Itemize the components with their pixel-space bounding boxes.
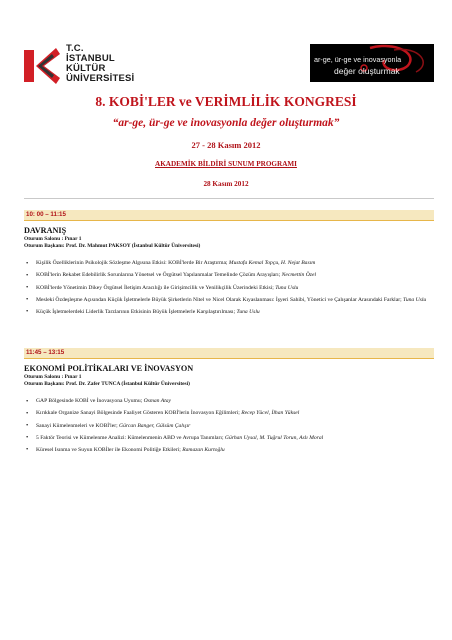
paper-title: KOBİ'lerin Rekabet Edebilirlik Sorunlarına Yönetsel ve Örgütsel Yapılanmalar Temelinde Çözüm Arayışları;: [36, 272, 281, 279]
session-block: [24, 226, 434, 321]
paper-title: Küresel Isınma ve Suyun KOBİler ile Ekonomi Politiğe Etkileri;: [36, 446, 181, 453]
logo-line: KÜLTÜR: [66, 63, 106, 74]
congress-title: 8. KOBİ'LER ve VERİMLİLİK KONGRESİ: [95, 94, 357, 109]
paper-item: [24, 423, 434, 430]
paper-title: Sanayi Kümelenmeleri ve KOBİ'ler;: [36, 422, 118, 429]
paper-item: [24, 297, 434, 304]
paper-item: [24, 410, 434, 417]
paper-authors: Tuna Uslu: [236, 308, 260, 315]
divider: [24, 198, 434, 199]
iku-logo-icon: [22, 46, 62, 86]
session-room: Oturum Salonu : Pınar 1: [24, 374, 82, 380]
paper-item: [24, 398, 434, 405]
paper-item: [24, 309, 434, 316]
congress-dates: 27 - 28 Kasım 2012: [191, 140, 261, 150]
paper-item: [24, 447, 434, 454]
paper-authors: Tuna Uslu: [275, 284, 299, 291]
congress-banner: [310, 44, 434, 82]
session-title: DAVRANIŞ: [24, 226, 67, 235]
paper-item: [24, 285, 434, 292]
session-block: [24, 364, 434, 459]
paper-authors: Osman Atay: [143, 398, 172, 405]
paper-authors: Tuna Uslu: [403, 296, 427, 303]
paper-title: 5 Faktör Teorisi ve Kümelenme Analizi: Kümelenmenin ABD ve Avrupa Tanımları;: [36, 434, 224, 441]
paper-title: Kırıkkale Organize Sanayi Bölgesinde Faaliyet Gösteren KOBİ'lerin İnovasyon Eğilimleri;: [36, 410, 240, 417]
university-logo: [22, 44, 142, 88]
paper-authors: Mustafa Kemal Topçu, H. Nejat Basım: [228, 260, 316, 267]
paper-authors: Gürhan Uysal, M. Tuğrul Torun, Aslı Moral: [224, 434, 324, 441]
congress-subtitle: “ar-ge, ür-ge ve inovasyonla değer oluşturmak”: [112, 117, 340, 129]
session-chair: Oturum Başkanı: Prof. Dr. Mahmut PAKSOY (İstanbul Kültür Üniversitesi): [24, 242, 201, 249]
logo-line: İSTANBUL: [66, 53, 115, 64]
paper-authors: Recep Yücel, İlhan Yüksel: [241, 410, 300, 417]
paper-authors: Ramazan Kurtoğlu: [182, 446, 225, 453]
session-chair: Oturum Başkanı: Prof. Dr. Zafer TUNCA (İstanbul Kültür Üniversitesi): [24, 380, 190, 387]
banner-text-2: değer oluşturmak: [334, 66, 400, 76]
session-title: EKONOMİ POLİTİKALARI VE İNOVASYON: [24, 364, 194, 373]
paper-list: [24, 398, 434, 454]
paper-title: Mesleki Özdeşleşme Açısından Küçük İşletmelerle Büyük Şirketlerin Nitel ve Nicel Olarak Kıyaslanması: İşyeri Sahibi, Yönetici ve Çalışanlar Arasındaki Farklar;: [36, 296, 402, 303]
paper-title: Küçük İşletmelerdeki Liderlik Tarzlarının Etkisinin Büyük İşletmelerle Karşılaştırılması;: [36, 308, 236, 315]
banner-text-1: ar-ge, ür-ge ve inovasyonla: [314, 55, 402, 64]
session-time: 11:45 – 13:15: [26, 349, 65, 356]
paper-title: GAP Bölgesinde KOBİ ve İnovasyona Uyumu;: [36, 398, 143, 405]
paper-title: KOBİ'lerde Yönetimin Dikey Örgütsel İletişim Aracılığı ile Girişimcilik ve Yenilikçilik Üzerindeki Etkisi;: [36, 284, 274, 291]
paper-item: [24, 260, 434, 267]
paper-list: [24, 260, 434, 316]
paper-title: Kişilik Özelliklerinin Psikolojik Sözleşme Algısına Etkisi: KOBİ'lerde Bir Araştırma;: [36, 260, 228, 267]
header: [0, 0, 452, 90]
session-time: 10: 00 – 11:15: [26, 211, 66, 218]
paper-authors: Necmettin Özel: [281, 272, 317, 279]
paper-item: [24, 272, 434, 279]
session-room: Oturum Salonu : Pınar 1: [24, 236, 82, 242]
logo-line: T.C.: [66, 43, 84, 54]
session-time-bar: [24, 210, 434, 221]
program-title: AKADEMİK BİLDİRİ SUNUM PROGRAMI: [155, 160, 297, 168]
program-day: 28 Kasım 2012: [203, 180, 249, 188]
paper-authors: Gürcan Banger, Gülsüm Çalışır: [119, 422, 191, 429]
logo-line: ÜNİVERSİTESİ: [66, 73, 135, 84]
session-time-bar: [24, 348, 434, 359]
paper-item: [24, 435, 434, 442]
logo-text: [66, 44, 134, 84]
